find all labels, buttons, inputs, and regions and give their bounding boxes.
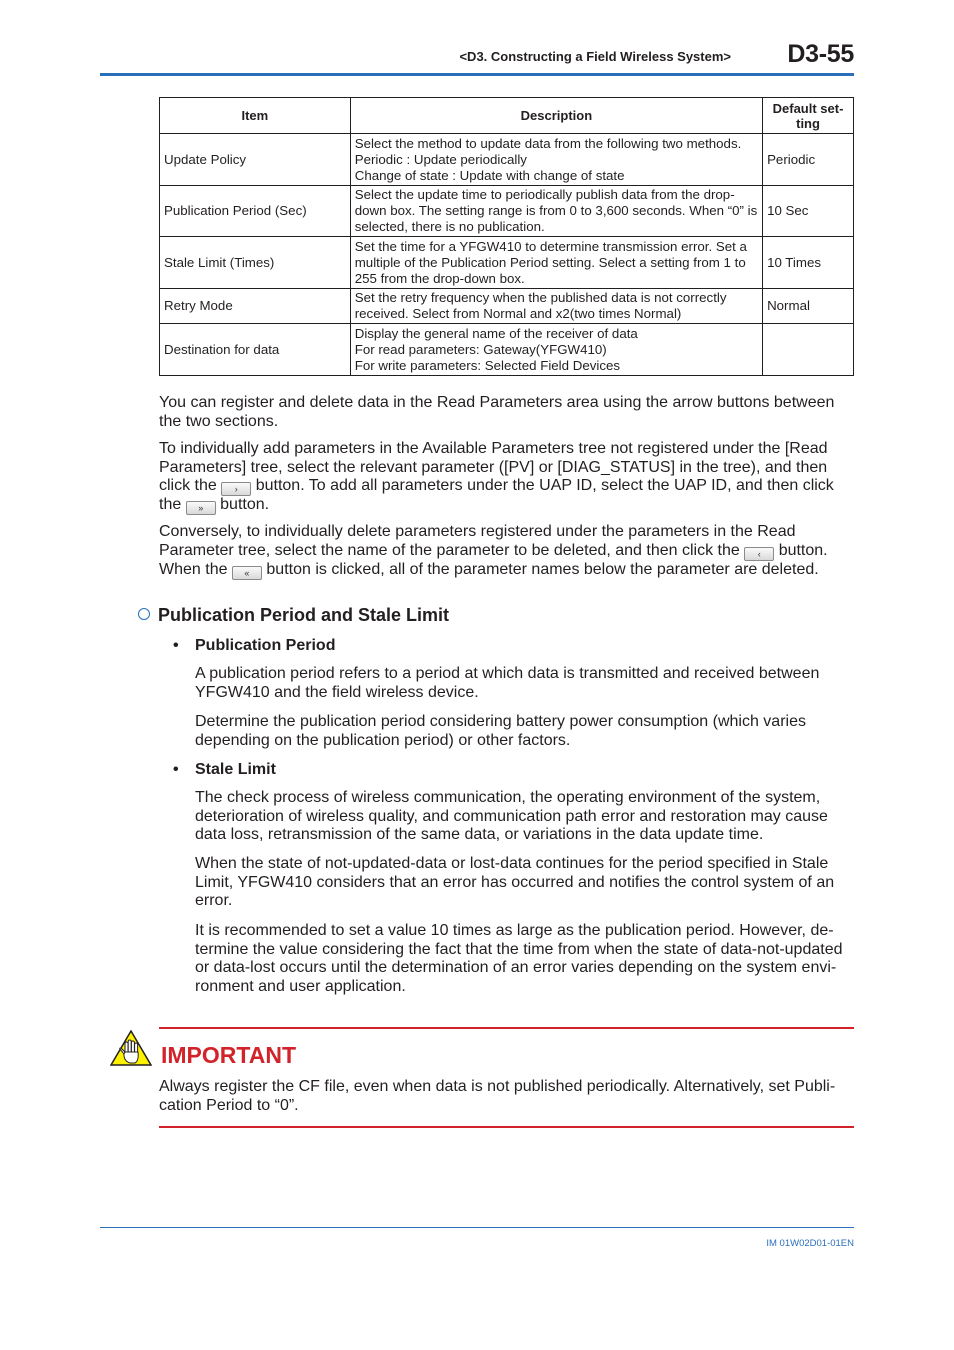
table-cell-item: Stale Limit (Times) bbox=[160, 237, 351, 289]
table-cell-default: 10 Sec bbox=[763, 186, 854, 237]
paragraph-text: button is clicked, all of the parameter names below the parameter are deleted. bbox=[266, 560, 819, 578]
footer-divider bbox=[100, 1227, 854, 1228]
table-row bbox=[160, 134, 854, 186]
paragraph: When the state of not-updated-data or lost-data continues for the period specified in Stale Limit, YFGW410 considers that an error has occurred and notifies the control system of an error. bbox=[195, 855, 835, 909]
delete-one-arrow-button: ‹ bbox=[744, 547, 774, 561]
important-title: IMPORTANT bbox=[161, 1042, 297, 1068]
add-one-arrow-button: › bbox=[221, 482, 251, 496]
paragraph: It is recommended to set a value 10 times as large as the publication period. However, de-termine the value considering the fact that the time from when the state of data-not-updated or data-lost occurs until the determination of an error varies depending on the system envi-ronment and user application. bbox=[195, 922, 843, 995]
table-cell-default bbox=[763, 324, 854, 376]
paragraph-text: Conversely, to individually delete parameters registered under the parameters in the Read Parameter tree, select the name of the parameter to be deleted, and then click the bbox=[159, 523, 796, 559]
table-row bbox=[160, 324, 854, 376]
add-all-arrow-button: » bbox=[186, 501, 216, 515]
table-row bbox=[160, 289, 854, 324]
bullet-dot-icon: • bbox=[173, 761, 179, 778]
bullet-stale-limit bbox=[173, 761, 276, 779]
description-line: For write parameters: Selected Field Devices bbox=[354, 357, 621, 373]
table-cell-item: Publication Period (Sec) bbox=[160, 186, 351, 237]
important-bottom-rule bbox=[159, 1126, 854, 1128]
bullet-publication-period bbox=[173, 637, 335, 655]
paragraph: Determine the publication period considering battery power consumption (which varies depending on the publication period) or other factors. bbox=[195, 713, 806, 749]
table-row bbox=[160, 186, 854, 237]
running-header: <D3. Constructing a Field Wireless System> bbox=[459, 49, 731, 64]
table-cell-item: Update Policy bbox=[160, 134, 351, 186]
bullet-title: Stale Limit bbox=[195, 761, 276, 778]
bullet-dot-icon: • bbox=[173, 637, 179, 654]
table-row bbox=[160, 237, 854, 289]
table-cell-description bbox=[350, 134, 762, 186]
table-header-default: Default set-ting bbox=[763, 98, 854, 134]
warning-hand-icon bbox=[110, 1030, 152, 1066]
table-cell-item: Destination for data bbox=[160, 324, 351, 376]
table-cell-default: Normal bbox=[763, 289, 854, 324]
table-cell-description bbox=[350, 324, 762, 376]
paragraph-text: button. bbox=[220, 496, 270, 513]
table-cell-description: Set the time for a YFGW410 to determine transmission error. Set a multiple of the Publication Period setting. Select a setting from 1 to 255 from the drop-down box. bbox=[350, 237, 762, 289]
important-top-rule bbox=[159, 1027, 854, 1029]
paragraph-text: button. When the bbox=[159, 541, 828, 578]
paragraph: The check process of wireless communication, the operating environment of the system, deterioration of wireless quality, and communication path error and restoration may cause data loss, retransmission of the same data, or variations in the data update time. bbox=[195, 789, 828, 843]
bullet-title: Publication Period bbox=[195, 637, 336, 654]
page-number: D3-55 bbox=[787, 40, 854, 68]
settings-table bbox=[159, 97, 854, 376]
paragraph: A publication period refers to a period at which data is transmitted and received between YFGW410 and the field wireless device. bbox=[195, 665, 820, 701]
section-heading bbox=[138, 605, 449, 626]
footer-doc-id: IM 01W02D01-01EN bbox=[766, 1238, 854, 1249]
paragraph-text: button. To add all parameters under the UAP ID, select the UAP ID, and then click the bbox=[159, 477, 834, 513]
paragraph-text: To individually add parameters in the Available Parameters tree not registered under the [Read Parameters] tree, select the relevant parameter ([PV] or [DIAG_STATUS] in the tree), and then click the bbox=[159, 440, 828, 494]
table-cell-item: Retry Mode bbox=[160, 289, 351, 324]
table-cell-description: Set the retry frequency when the published data is not correctly received. Select from Normal and x2(two times Normal) bbox=[350, 289, 762, 324]
description-line: Select the method to update data from the following two methods. bbox=[354, 135, 742, 151]
delete-all-arrow-button: « bbox=[232, 566, 262, 580]
table-cell-default: Periodic bbox=[763, 134, 854, 186]
circle-bullet-icon bbox=[138, 608, 150, 620]
table-cell-default: 10 Times bbox=[763, 237, 854, 289]
description-line: For read parameters: Gateway(YFGW410) bbox=[354, 341, 607, 357]
section-title: Publication Period and Stale Limit bbox=[158, 605, 450, 625]
paragraph-add-parameters bbox=[159, 440, 854, 515]
table-header-description: Description bbox=[350, 98, 762, 134]
table-cell-description: Select the update time to periodically publish data from the drop-down box. The setting range is from 0 to 3,600 seconds. When “0” is selected, there is no publication. bbox=[350, 186, 762, 237]
description-line: Periodic : Update periodically bbox=[354, 151, 527, 167]
paragraph-delete-parameters bbox=[159, 523, 854, 580]
description-line: Change of state : Update with change of state bbox=[354, 167, 625, 183]
description-line: Display the general name of the receiver of data bbox=[354, 325, 638, 341]
important-text: Always register the CF file, even when data is not published periodically. Alternatively, set Publi-cation Period to “0”. bbox=[159, 1078, 836, 1114]
paragraph-register-delete: You can register and delete data in the Read Parameters area using the arrow buttons between the two sections. bbox=[159, 394, 835, 430]
header-divider bbox=[100, 73, 854, 76]
table-header-row bbox=[160, 98, 854, 134]
table-header-item: Item bbox=[160, 98, 351, 134]
